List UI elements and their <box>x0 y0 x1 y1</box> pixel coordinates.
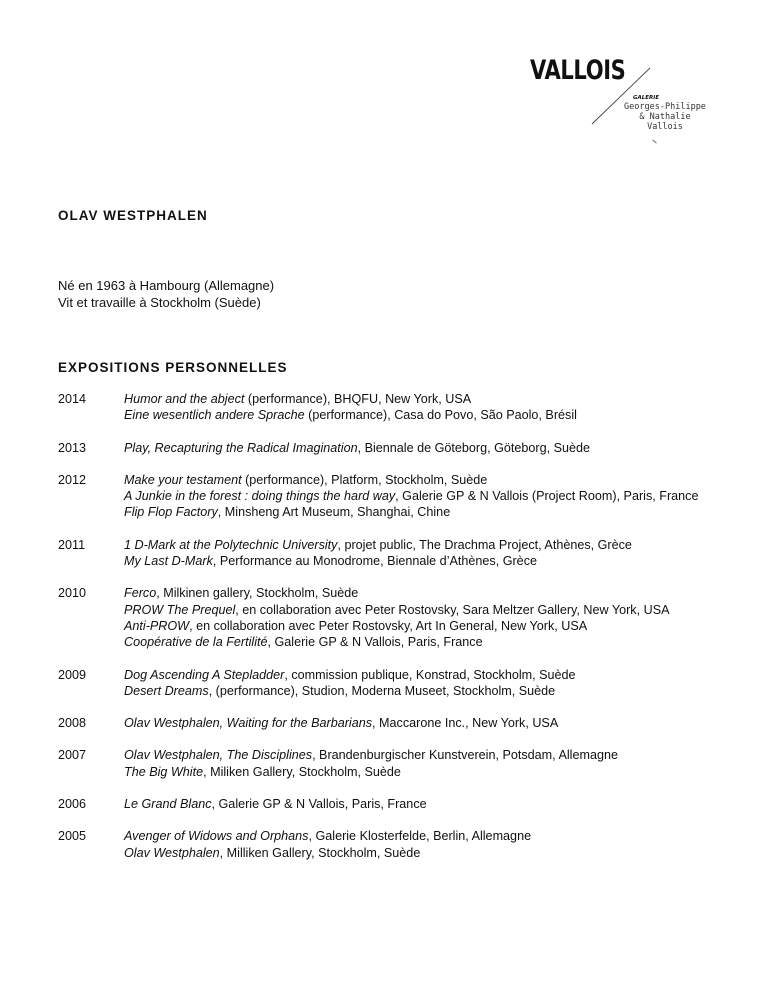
exhibition-entry <box>124 553 738 569</box>
exhibition-year: 2010 <box>58 586 87 601</box>
exhibition-title: Ferco <box>124 586 157 601</box>
exhibition-entries <box>124 667 738 700</box>
exhibition-year-block <box>58 391 738 424</box>
exhibition-year-block <box>58 715 738 731</box>
exhibition-title: Coopérative de la Fertilité <box>124 635 268 650</box>
logo-wordmark: VALLOIS <box>530 55 626 86</box>
exhibition-entry <box>124 828 738 844</box>
exhibition-year-block <box>58 667 738 700</box>
exhibition-details: , Biennale de Göteborg, Göteborg, Suède <box>357 440 591 455</box>
exhibition-details: , Brandenburgischer Kunstverein, Potsdam, Allemagne <box>312 748 618 763</box>
exhibition-year: 2008 <box>58 716 87 731</box>
exhibition-year: 2011 <box>58 537 86 552</box>
exhibition-title: Avenger of Widows and Orphans <box>124 829 309 844</box>
exhibition-title: Olav Westphalen <box>124 845 220 860</box>
exhibition-entry <box>124 667 738 683</box>
section-title: EXPOSITIONS PERSONNELLES <box>58 360 288 375</box>
exhibition-details: , Galerie GP & N Vallois, Paris, France <box>267 635 483 650</box>
exhibition-entry <box>124 472 738 488</box>
exhibition-title: Flip Flop Factory <box>124 505 218 520</box>
exhibition-entry <box>124 407 738 423</box>
exhibition-year: 2012 <box>58 472 87 487</box>
exhibition-details: (performance), BHQFU, New York, USA <box>244 392 472 406</box>
exhibition-details: , Galerie Klosterfelde, Berlin, Allemagne <box>308 829 532 844</box>
exhibition-details: , (performance), Studion, Moderna Museet, Stockholm, Suède <box>208 683 556 698</box>
exhibition-title: Eine wesentlich andere Sprache <box>124 408 305 423</box>
exhibition-entries <box>124 796 738 812</box>
exhibition-year-block <box>58 440 738 456</box>
exhibition-year-block <box>58 796 738 812</box>
exhibition-title: My Last D-Mark <box>124 554 213 569</box>
exhibition-year-block <box>58 747 738 780</box>
exhibition-entry <box>124 391 738 407</box>
exhibition-year-block <box>58 585 738 650</box>
exhibition-details: , Milliken Gallery, Stockholm, Suède <box>219 845 421 860</box>
exhibition-year: 2013 <box>58 440 87 455</box>
exhibition-title: Play, Recapturing the Radical Imagination <box>124 440 358 455</box>
exhibition-title: Desert Dreams <box>124 683 209 698</box>
artist-bio <box>58 278 274 311</box>
exhibition-entry <box>124 618 738 634</box>
bio-line: Né en 1963 à Hambourg (Allemagne) <box>58 278 275 293</box>
exhibition-year-block <box>58 828 738 861</box>
exhibition-year: 2009 <box>58 667 87 682</box>
exhibition-entry <box>124 488 738 504</box>
exhibition-entry <box>124 602 738 618</box>
exhibition-title: 1 D-Mark at the Polytechnic University <box>124 537 338 552</box>
exhibition-entry <box>124 796 738 812</box>
exhibition-entry <box>124 845 738 861</box>
exhibition-entry <box>124 537 738 553</box>
exhibition-details: , commission publique, Konstrad, Stockholm, Suède <box>284 667 576 682</box>
exhibition-title: A Junkie in the forest : doing things the hard way <box>124 489 396 504</box>
exhibition-year-block <box>58 472 738 521</box>
exhibition-entries <box>124 715 738 731</box>
exhibition-details: , projet public, The Drachma Project, Athènes, Grèce <box>337 537 632 552</box>
exhibition-year: 2007 <box>58 748 87 763</box>
exhibition-entry <box>124 440 738 456</box>
logo-name-line: & Nathalie <box>639 112 691 122</box>
exhibition-entries <box>124 537 738 570</box>
exhibition-entry <box>124 504 738 520</box>
exhibition-entries <box>124 472 738 521</box>
logo-name-line: Vallois <box>647 122 683 132</box>
exhibition-entries <box>124 747 738 780</box>
exhibition-details: (performance), Platform, Stockholm, Suède <box>241 472 488 487</box>
exhibition-entries <box>124 440 738 456</box>
exhibition-title: Make your testament <box>124 472 242 487</box>
bio-line: Vit et travaille à Stockholm (Suède) <box>58 294 261 310</box>
exhibition-details: , Galerie GP & N Vallois (Project Room), Paris, France <box>395 489 699 504</box>
exhibition-entries <box>124 391 738 424</box>
exhibition-title: Dog Ascending A Stepladder <box>124 667 285 682</box>
exhibition-details: , Maccarone Inc., New York, USA <box>372 716 559 731</box>
logo-tick-mark <box>652 140 656 144</box>
exhibition-entries <box>124 585 738 650</box>
exhibition-entry <box>124 715 738 731</box>
exhibition-entry <box>124 634 738 650</box>
exhibition-entry <box>124 764 738 780</box>
exhibition-details: , Miliken Gallery, Stockholm, Suède <box>203 764 401 779</box>
exhibition-title: The Big White <box>124 764 204 779</box>
exhibition-title: Humor and the abject <box>124 392 245 406</box>
exhibition-title: PROW The Prequel <box>124 602 236 617</box>
exhibition-details: , Minsheng Art Museum, Shanghai, Chine <box>217 505 451 520</box>
artist-name: OLAV WESTPHALEN <box>58 208 208 223</box>
exhibition-details: , Performance au Monodrome, Biennale d’Athènes, Grèce <box>212 554 537 569</box>
exhibition-year-block <box>58 537 738 570</box>
exhibition-entries <box>124 828 738 861</box>
exhibition-details: , Milkinen gallery, Stockholm, Suède <box>156 586 359 601</box>
gallery-logo <box>0 0 773 160</box>
exhibition-details: , en collaboration avec Peter Rostovsky, Art In General, New York, USA <box>189 618 588 633</box>
exhibitions-list <box>58 391 738 877</box>
exhibition-details: , Galerie GP & N Vallois, Paris, France <box>211 797 427 812</box>
exhibition-year: 2005 <box>58 829 87 844</box>
exhibition-title: Olav Westphalen, Waiting for the Barbarians <box>124 716 373 731</box>
exhibition-details: (performance), Casa do Povo, São Paolo, Brésil <box>304 408 577 423</box>
exhibition-year: 2006 <box>58 797 87 812</box>
logo-name-line: Georges-Philippe <box>624 102 706 112</box>
exhibition-title: Olav Westphalen, The Disciplines <box>124 748 313 763</box>
exhibition-details: , en collaboration avec Peter Rostovsky, Sara Meltzer Gallery, New York, USA <box>235 602 670 617</box>
exhibition-entry <box>124 683 738 699</box>
logo-galerie-label: GALERIE <box>633 95 660 101</box>
exhibition-title: Le Grand Blanc <box>124 797 212 812</box>
logo-owner-names <box>620 102 710 132</box>
exhibition-title: Anti-PROW <box>124 618 190 633</box>
exhibition-entry <box>124 747 738 763</box>
exhibition-year: 2014 <box>58 392 87 406</box>
exhibition-entry <box>124 585 738 601</box>
